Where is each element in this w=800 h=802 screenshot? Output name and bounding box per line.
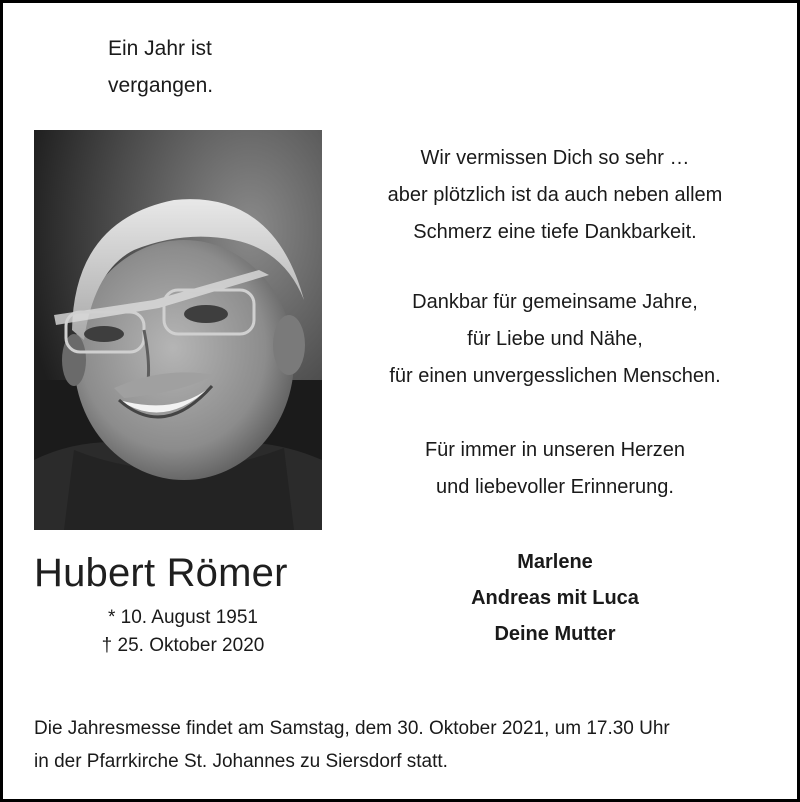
verse-line: für einen unvergesslichen Menschen. <box>389 365 721 387</box>
verse-line: Schmerz eine tiefe Dankbarkeit. <box>413 221 697 243</box>
verse-line: für Liebe und Nähe, <box>467 328 643 350</box>
signers-list <box>340 544 770 652</box>
portrait-photo <box>34 130 322 530</box>
intro-line: Ein Jahr ist <box>108 37 212 60</box>
verse-line: Wir vermissen Dich so sehr … <box>420 147 690 169</box>
signer-name: Marlene <box>517 551 593 573</box>
notice-line: Die Jahresmesse findet am Samstag, dem 30. Oktober 2021, um 17.30 Uhr <box>34 718 670 739</box>
intro-line: vergangen. <box>108 74 214 97</box>
deceased-name: Hubert Römer <box>34 551 288 595</box>
signer-name: Deine Mutter <box>494 623 616 645</box>
memorial-mass-notice <box>34 712 670 778</box>
verse-line: aber plötzlich ist da auch neben allem <box>387 184 723 206</box>
notice-line: in der Pfarrkirche St. Johannes zu Siersdorf statt. <box>34 751 448 772</box>
verse-line: und liebevoller Erinnerung. <box>436 476 674 498</box>
verse-line: Dankbar für gemeinsame Jahre, <box>412 291 698 313</box>
verse-stanza-1 <box>340 140 770 251</box>
signer-name: Andreas mit Luca <box>471 587 639 609</box>
intro-text <box>108 30 213 104</box>
death-date: † 25. Oktober 2020 <box>101 635 265 656</box>
verse-stanza-2 <box>340 284 770 395</box>
life-dates <box>60 604 306 660</box>
verse-stanza-3 <box>340 432 770 506</box>
verse-line: Für immer in unseren Herzen <box>424 439 686 461</box>
birth-date: * 10. August 1951 <box>107 607 258 628</box>
